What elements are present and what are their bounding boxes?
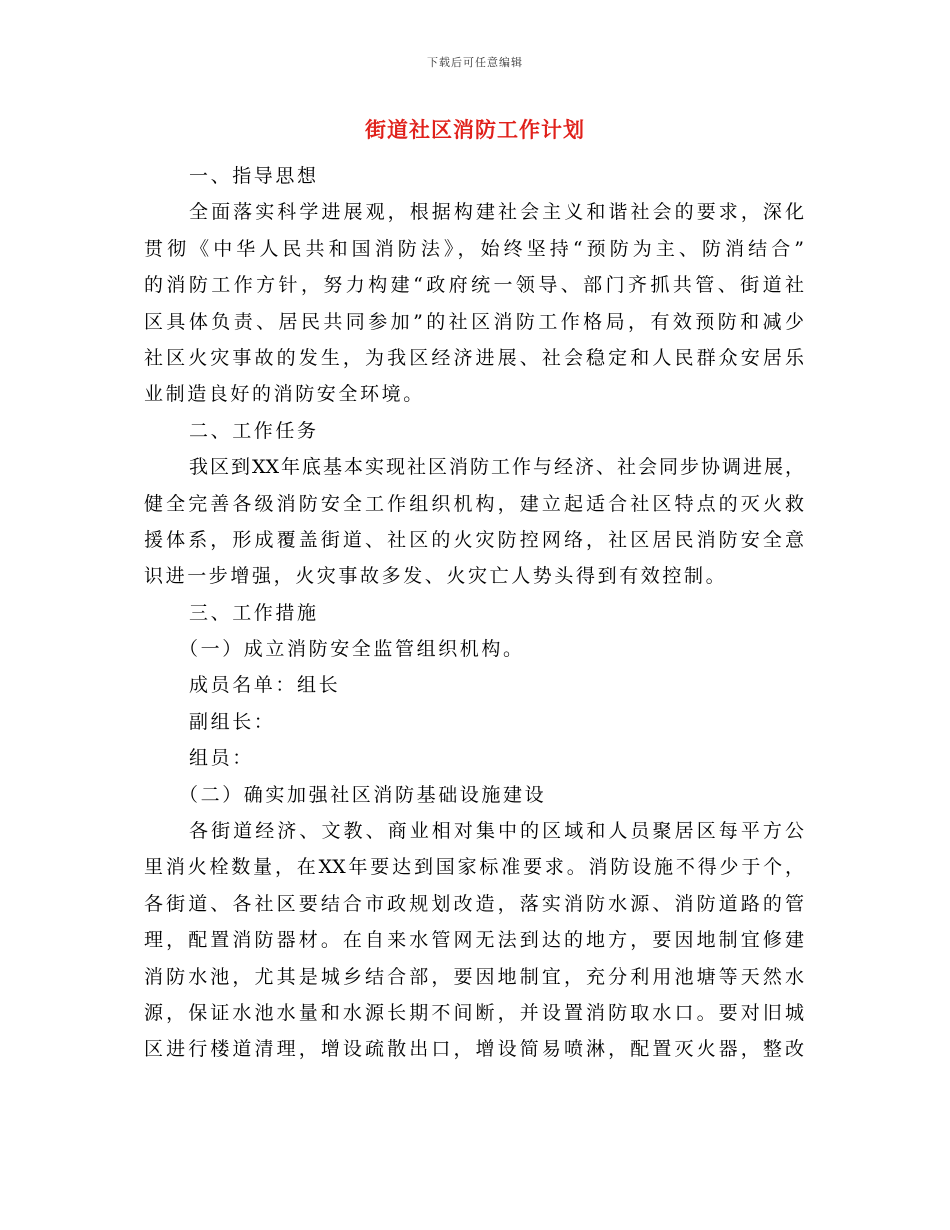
paragraph-line: 识进一步增强，火灾事故多发、火灾亡人势头得到有效控制。	[144, 565, 728, 588]
paragraph-line: 业制造良好的消防安全环境。	[144, 383, 425, 406]
subsection-heading-1: （一）成立消防安全监管组织机构。	[179, 638, 525, 661]
document-body	[144, 158, 804, 1068]
paragraph-line: 区进行楼道清理，增设疏散出口，增设简易喷淋，配置灭火器，整改	[144, 1038, 804, 1061]
members-line: 组员：	[189, 747, 254, 770]
paragraph-line: 健全完善各级消防安全工作组织机构，建立起适合社区特点的灭火救	[144, 492, 804, 515]
paragraph-line: 消防水池，尤其是城乡结合部，要因地制宜，充分利用池塘等天然水	[144, 965, 804, 988]
header-note: 下载后可任意编辑	[427, 56, 523, 69]
paragraph-line: 理，配置消防器材。在自来水管网无法到达的地方，要因地制宜修建	[144, 929, 804, 952]
paragraph-line: 我区到XX年底基本实现社区消防工作与经济、社会同步协调进展，	[189, 456, 804, 479]
section-heading-work-measures: 三、工作措施	[189, 601, 319, 624]
paragraph-line: 区具体负责、居民共同参加”的社区消防工作格局，有效预防和减少	[144, 310, 804, 333]
paragraph-line: 援体系，形成覆盖街道、社区的火灾防控网络，社区居民消防安全意	[144, 528, 804, 551]
paragraph-line: 的消防工作方针，努力构建“政府统一领导、部门齐抓共管、街道社	[144, 274, 804, 297]
member-list-line: 成员名单：组长	[189, 674, 341, 697]
paragraph-line: 贯彻《中华人民共和国消防法》，始终坚持“预防为主、防消结合”	[144, 237, 804, 260]
section-heading-guiding-ideology: 一、指导思想	[189, 165, 319, 187]
paragraph-line: 社区火灾事故的发生，为我区经济进展、社会稳定和人民群众安居乐	[144, 346, 804, 369]
paragraph-line: 各街道经济、文教、商业相对集中的区域和人员聚居区每平方公	[189, 820, 804, 843]
document-title: 街道社区消防工作计划	[365, 117, 585, 142]
subsection-heading-2: （二）确实加强社区消防基础设施建设	[179, 783, 547, 806]
section-heading-work-tasks: 二、工作任务	[189, 419, 319, 442]
deputy-leader-line: 副组长：	[189, 710, 276, 733]
paragraph-line: 各街道、各社区要结合市政规划改造，落实消防水源、消防道路的管	[144, 892, 804, 915]
paragraph-line: 源，保证水池水量和水源长期不间断，并设置消防取水口。要对旧城	[144, 1001, 804, 1024]
paragraph-line: 全面落实科学进展观，根据构建社会主义和谐社会的要求，深化	[189, 201, 804, 224]
paragraph-line: 里消火栓数量，在XX年要达到国家标准要求。消防设施不得少于个，	[144, 856, 804, 879]
